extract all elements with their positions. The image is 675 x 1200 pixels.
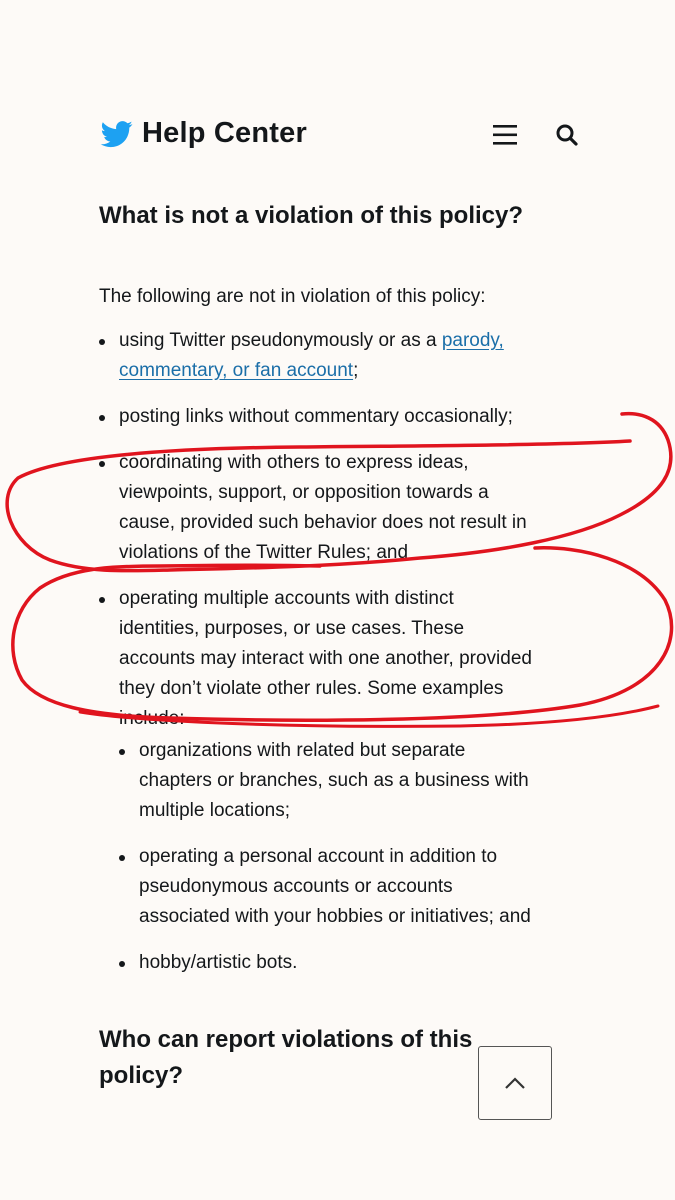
list-item: operating a personal account in addition to pseudonymous accounts or accounts associated with your hobbies or initiatives; and <box>119 842 591 932</box>
menu-button[interactable] <box>487 118 523 152</box>
list-item: hobby/artistic bots. <box>119 948 591 978</box>
list-item: coordinating with others to express ideas, viewpoints, support, or opposition towards a cause, provided such behavior does not result in violations of the Twitter Rules; and <box>99 448 589 568</box>
list-item: organizations with related but separate chapters or branches, such as a business with multiple locations; <box>119 736 591 826</box>
section-title-who-can-report: Who can report violations of this policy? <box>99 1026 473 1089</box>
intro-text: The following are not in violation of this policy: <box>99 286 486 307</box>
twitter-bird-icon[interactable] <box>99 118 135 150</box>
search-button[interactable] <box>551 118 585 152</box>
search-icon <box>551 118 585 152</box>
list-item: posting links without commentary occasionally; <box>99 402 589 432</box>
help-center-title[interactable]: Help Center <box>142 117 307 149</box>
section-title-not-violation: What is not a violation of this policy? <box>99 202 524 229</box>
parody-commentary-fan-account-link[interactable]: parody, commentary, or fan account <box>119 330 504 381</box>
chevron-up-icon <box>503 1075 527 1091</box>
list-item: operating multiple accounts with distinct identities, purposes, or use cases. These accounts may interact with one another, provided they don’t violate other rules. Some examples include: <box>99 584 589 734</box>
list-item: using Twitter pseudonymously or as a parody, commentary, or fan account; <box>99 326 589 386</box>
hamburger-menu-icon <box>487 118 523 152</box>
scroll-to-top-button[interactable] <box>478 1046 552 1120</box>
site-header <box>99 112 589 160</box>
